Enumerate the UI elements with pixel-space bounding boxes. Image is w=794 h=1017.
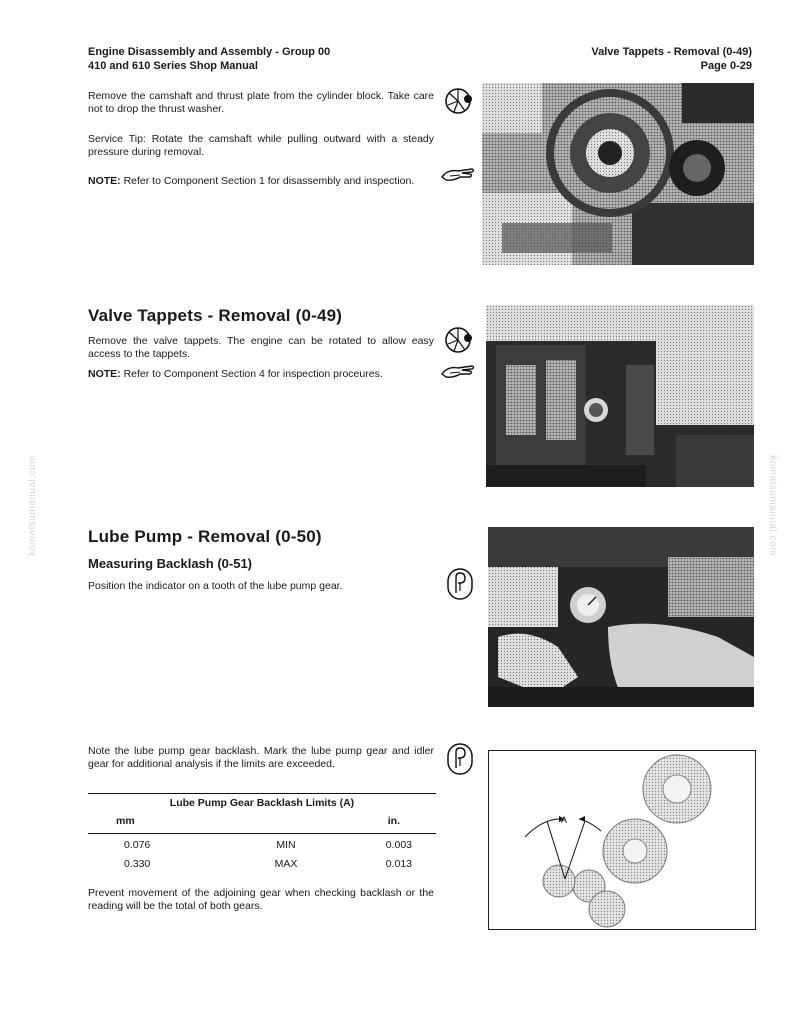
note-text: Refer to Component Section 4 for inspection proceures.: [120, 368, 383, 380]
valve-tappets-heading: Valve Tappets - Removal (0-49): [88, 306, 343, 325]
table-header-mm: mm: [116, 815, 135, 827]
table-title: Lube Pump Gear Backlash Limits (A): [88, 793, 436, 809]
measure-icon: [446, 742, 474, 776]
backlash-limits-table: [88, 793, 436, 870]
table-cell-label: MIN: [276, 839, 296, 851]
reference-hand-icon: [440, 362, 476, 382]
lube-pump-paragraph: Position the indicator on a tooth of the lube pump gear.: [88, 580, 343, 592]
note-text: Refer to Component Section 1 for disassembly and inspection.: [120, 175, 415, 187]
backlash-indicator-photo: [488, 527, 754, 707]
lube-pump-heading: Lube Pump - Removal (0-50): [88, 527, 322, 546]
header-right-line1: Valve Tappets - Removal (0-49): [591, 46, 752, 58]
header-left-line2: 410 and 610 Series Shop Manual: [88, 60, 258, 72]
camshaft-paragraph: Remove the camshaft and thrust plate from the cylinder block. Take care not to drop the thrust washer.: [88, 90, 434, 115]
camshaft-service-tip: Service Tip: Rotate the camshaft while pulling outward with a steady pressure during removal.: [88, 133, 434, 158]
valve-tappets-note: [88, 368, 434, 381]
header-left-line1: Engine Disassembly and Assembly - Group 00: [88, 46, 331, 58]
backlash-gear-diagram: [488, 750, 756, 930]
header-page-number: Page 0-29: [700, 60, 752, 72]
measure-icon: [446, 567, 474, 601]
table-cell-mm: 0.330: [124, 858, 151, 870]
backlash-note-paragraph: Note the lube pump gear backlash. Mark the lube pump gear and idler gear for additional analysis if the limits are exceeded.: [88, 745, 434, 770]
prevent-movement-paragraph: Prevent movement of the adjoining gear when checking backlash or the reading will be the total of both gears.: [88, 887, 434, 912]
valve-tappets-photo: [486, 305, 754, 487]
camshaft-note: [88, 175, 434, 188]
reference-hand-icon: [440, 165, 476, 185]
note-label: NOTE:: [88, 175, 121, 187]
watermark-left: komatsumanual.com: [26, 455, 38, 556]
engine-rotation-icon: [443, 85, 475, 117]
camshaft-removal-photo: [482, 83, 754, 265]
gear-diagram-drawing: [489, 751, 755, 929]
table-cell-in: 0.013: [385, 858, 412, 870]
watermark-right: komatsumanual.com: [766, 455, 778, 556]
table-cell-in: 0.003: [385, 839, 412, 851]
measuring-backlash-subheading: Measuring Backlash (0-51): [88, 556, 253, 571]
valve-tappets-paragraph: Remove the valve tappets. The engine can be rotated to allow easy access to the tappets.: [88, 335, 434, 360]
table-cell-mm: 0.076: [124, 839, 151, 851]
table-cell-label: MAX: [274, 858, 298, 870]
engine-rotation-icon: [443, 324, 475, 356]
diagram-label-a: A: [561, 815, 568, 825]
table-header-in: in.: [387, 815, 400, 827]
note-label: NOTE:: [88, 368, 121, 380]
